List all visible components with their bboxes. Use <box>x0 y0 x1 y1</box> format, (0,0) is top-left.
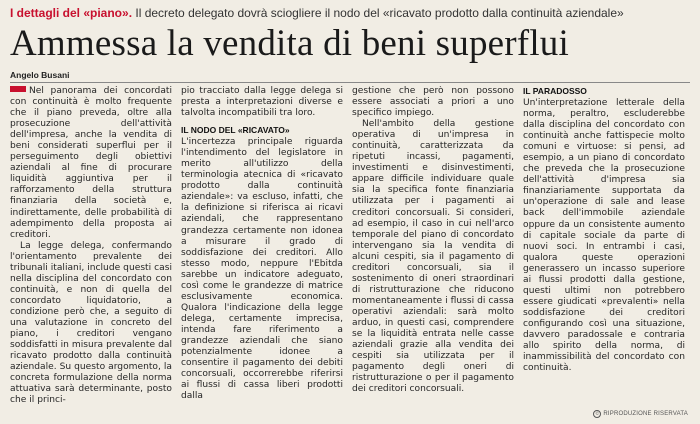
subhead-paradosso: IL PARADOSSO <box>523 86 587 96</box>
copyright-text: RIPRODUZIONE RISERVATA <box>603 411 688 417</box>
subhead-ricavato: IL NODO DEL «RICAVATO» <box>181 125 290 136</box>
column-4 <box>523 86 685 421</box>
headline: Ammessa la vendita di beni superflui <box>10 23 569 64</box>
copyright-icon: © <box>593 410 601 418</box>
byline: Angelo Busani <box>10 70 690 83</box>
kicker <box>10 6 690 21</box>
column-2 <box>181 86 343 421</box>
col4-paragraph-1: Un'interpretazione letterale della norma, peraltro, escluderebbe dalla disciplina del concordato con continuità anche fattispecie molto comuni e virtuose: si pensi, ad esempio, a un piano di concordato che preveda che la prosecuzione dell'attività d'impresa sia finanziariamente supportata da un'operazione di sale and lease back dell'immobile aziendale oppure da un consistente aumento di capitale sociale da parte di nuovi soci. In entrambi i casi, qualora queste operazioni generassero un incasso superiore ai flussi prodotti dalla gestione, questi ultimi non potrebbero essere giudicati «prevalenti» nella soddisfazione dei creditori configurando così una situazione, davvero paradossale e contraria allo spirito della norma, di inammissibilità del concordato con continuità. <box>523 98 685 374</box>
col3-paragraph-1: gestione che però non possono essere associati a priori a uno specifico impiego. <box>352 86 514 119</box>
kicker-section: I dettagli del «piano». <box>10 6 133 20</box>
col2-paragraph-1: pio tracciato dalla legge delega si presta a interpretazioni diverse e talvolta incompatibili tra loro. <box>181 86 343 119</box>
col1-paragraph-2: La legge delega, confermando l'orientamento prevalente dei tribunali italiani, include questi casi nella disciplina del concordato con continuità, e non di quella del concordato liquidatorio, a condizione però che, a seguito di una valutazione in concreto del piano, i creditori vengano soddisfatti in misura prevalente dal ricavato prodotto dalla continuità aziendale. Su questo argomento, la concreta formulazione della norma attuativa sarà determinante, posto che il princi- <box>10 240 172 406</box>
column-3 <box>352 86 514 421</box>
copyright-notice <box>593 410 688 418</box>
column-1 <box>10 86 172 421</box>
col3-paragraph-2: Nell'ambito della gestione operativa di un'impresa in continuità, caratterizzata da ripetuti incassi, pagamenti, investimenti e disinvestimenti, appare difficile individuare quale sia la specifica fonte finanziaria utilizzata per i pagamenti ai creditori concorsuali. Si consideri, ad esempio, il caso in cui nell'arco temporale del piano di concordato intervengano sia la vendita di alcuni cespiti, sia il pagamento di creditori concorsuali, sia il sostenimento di oneri straordinari di ristrutturazione che riducono momentaneamente i flussi di cassa operativi aziendali: sarà molto arduo, in questi casi, comprendere se la liquidità entrata nelle casse aziendali grazie alla vendita dei cespiti sia utilizzata per il pagamento degli oneri di ristrutturazione o per il pagamento dei creditori concorsuali. <box>352 119 514 395</box>
col2-paragraph-2: L'incertezza principale riguarda l'intendimento del legislatore in merito all'utilizzo della terminologia atecnica di «ricavato prodotto dalla continuità aziendale»: va escluso, infatti, che la definizione si riferisca ai ricavi aziendali, che rappresentano grandezza certamente non idonea a misurare il grado di soddisfazione dei creditori. Allo stesso modo, neppure l'Ebitda sarebbe un indicatore adeguato, così come le grandezze di matrice esclusivamente economica. Qualora l'indicazione della legge delega, certamente imprecisa, intenda fare riferimento a grandezze aziendali che siano potenzialmente idonee a consentire il pagamento dei debiti concorsuali, occorrerebbe riferirsi ai flussi di cassa liberi prodotti dalla <box>181 137 343 402</box>
kicker-text: Il decreto delegato dovrà sciogliere il nodo del «ricavato prodotto dalla continuità aziendale» <box>135 6 624 20</box>
article-body <box>10 86 690 421</box>
lead-marker-icon <box>10 86 26 92</box>
col1-paragraph-1: Nel panorama dei concordati con continuità è molto frequente che il piano preveda, oltre alla prosecuzione dell'attività dell'impresa, anche la vendita di beni considerati superflui per il perseguimento degli obiettivi aziendali al fine di procurare liquidità aggiuntiva per il rafforzamento della struttura finanziaria della società e, indirettamente, delle probabilità di adempimento della proposta ai creditori. <box>10 86 172 240</box>
